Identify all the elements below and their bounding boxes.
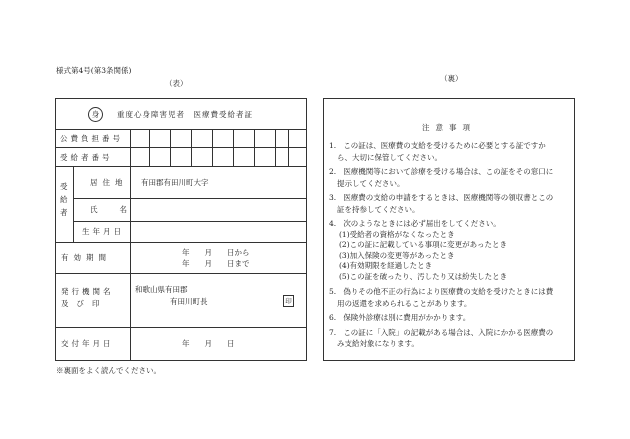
grid-line	[275, 129, 276, 166]
recipient-vertical-label: 受給者	[60, 182, 68, 217]
grid-line	[254, 129, 255, 166]
card-title: 重度心身障害児者 医療費受給者証	[117, 110, 253, 119]
birthdate-label: 生年月日	[82, 227, 124, 236]
rule	[55, 273, 307, 274]
note-continuation: 提示してください。	[337, 178, 405, 188]
rule	[55, 242, 307, 243]
burden-number-label: 公費負担番号	[60, 134, 123, 143]
mark-circle: 身	[88, 107, 103, 122]
rule	[55, 129, 307, 130]
grid-line	[170, 129, 171, 166]
grid-line	[149, 129, 150, 166]
grid-line	[212, 129, 213, 166]
back-label: （裏）	[440, 74, 463, 83]
label-divider	[130, 129, 131, 361]
sub-item: (1)受給者の資格がなくなったとき	[339, 229, 455, 239]
validity-label: 有効期間	[61, 253, 111, 262]
note-item: 5. 偽りその他不正の行為により医療費の支給を受けたときには費	[329, 287, 554, 296]
rule	[55, 327, 307, 328]
note-item: 6. 保険外診療は別に費用がかかります。	[329, 313, 471, 322]
issuer-mayor: 有田川町長	[170, 297, 208, 306]
address-value: 有田郡有田川町大字	[141, 178, 209, 187]
grid-line	[288, 129, 289, 166]
notes-heading: 注意事項	[422, 123, 476, 132]
rule	[55, 147, 307, 148]
rule	[55, 166, 307, 167]
notes-list	[329, 142, 573, 348]
note-item: 1. この証は、医療費の支給を受けるために必要とする証ですか	[329, 141, 546, 150]
sub-item: (4)有効期限を経過したとき	[339, 261, 433, 270]
validity-from: 年 月 日から	[182, 248, 250, 257]
note-item: 3. 医療費の支給の申請をするときは、医療機関等の領収書とこの	[329, 193, 554, 202]
note-item: 7. この証に「入院」の記載がある場合は、入院にかかる医療費の	[329, 327, 554, 337]
rule	[73, 221, 307, 222]
issuer-label-2: 及び印	[61, 299, 108, 308]
validity-to: 年 月 日まで	[182, 259, 250, 268]
sub-item: (3)加入保険の変更等があったとき	[339, 250, 455, 260]
note-continuation: 証を持参してください。	[337, 204, 420, 214]
recipient-divider	[73, 166, 74, 242]
recipient-number-label: 受給者番号	[60, 153, 113, 162]
note-continuation: 用の返還を求められることがあります。	[337, 298, 472, 308]
sub-item: (2)この証に記載している事項に変更があったとき	[339, 240, 508, 249]
name-label: 氏名	[90, 205, 149, 214]
note-continuation: ら、大切に保管してください。	[337, 152, 442, 162]
grid-line	[191, 129, 192, 166]
issue-date-value: 年 月 日	[182, 339, 235, 348]
footnote: ※裏面をよく読んでください。	[56, 366, 161, 375]
front-label: （表）	[165, 79, 188, 88]
address-label: 居住地	[90, 178, 128, 187]
grid-line	[233, 129, 234, 166]
note-item: 2. 医療機関等において診療を受ける場合は、この証をその窓口に	[329, 167, 554, 176]
note-continuation: み支給対象になります。	[337, 339, 419, 348]
seal-mark: 印	[283, 295, 294, 307]
issuer-prefecture: 和歌山県有田郡	[135, 285, 188, 294]
rule	[73, 198, 307, 199]
sub-item: (5)この証を破ったり、汚したり又は紛失したとき	[339, 271, 508, 281]
issuer-label-1: 発行機関名	[61, 287, 114, 296]
form-number: 様式第4号(第3条関係)	[56, 66, 132, 75]
issue-date-label: 交付年月日	[61, 339, 114, 348]
note-item: 4. 次のようなときには必ず届出をしてください。	[329, 219, 501, 228]
